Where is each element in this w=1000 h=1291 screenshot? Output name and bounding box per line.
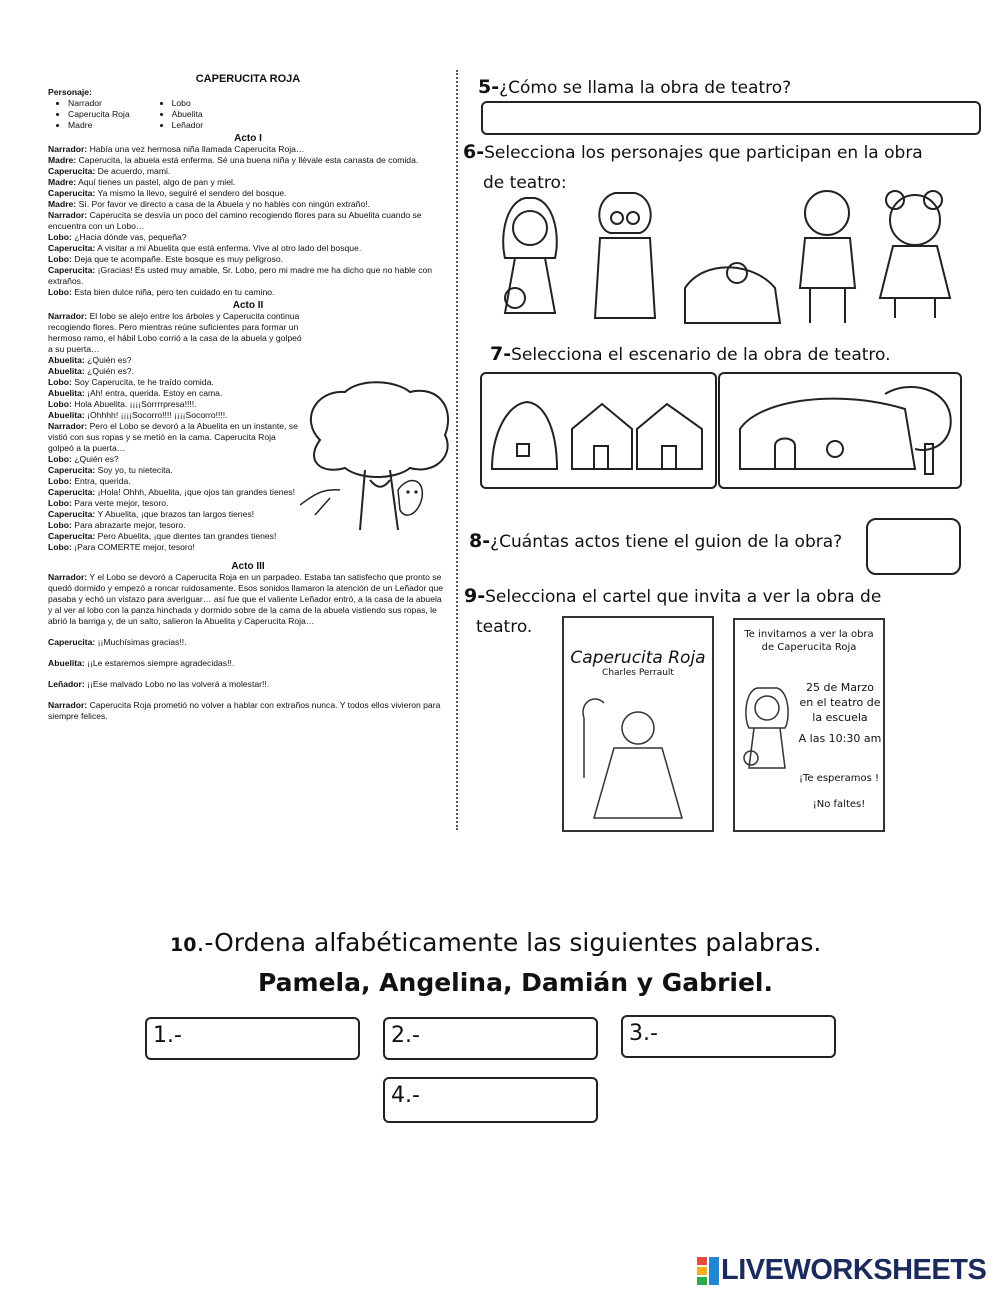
script-line xyxy=(48,454,303,465)
cast-item: • Lobo xyxy=(172,98,204,109)
dialogue-text: Para verte mejor, tesoro. xyxy=(74,498,169,508)
q10-answer-4[interactable]: 4.- xyxy=(383,1077,598,1123)
speaker-name: Lobo: xyxy=(48,377,72,387)
question-6-line2: de teatro: xyxy=(483,173,567,193)
invite-place-2: la escuela xyxy=(812,711,868,724)
dialogue-text: Entra, querida. xyxy=(74,476,131,486)
speaker-name: Lobo: xyxy=(48,542,72,552)
dialogue-text: ¡Ah! entra, querida. Estoy en cama. xyxy=(87,388,223,398)
book-author: Charles Perrault xyxy=(602,668,674,678)
script-line xyxy=(48,177,448,188)
invite-girl-illustration xyxy=(739,680,797,780)
dialogue-text: ¡¡Le estaremos siempre agradecidas!!. xyxy=(87,658,235,668)
speaker-name: Caperucita: xyxy=(48,487,96,497)
script-line xyxy=(48,572,448,627)
dialogue-text: ¿Quién es? xyxy=(74,454,119,464)
dialogue-text: ¿Quién es?. xyxy=(87,366,134,376)
speaker-name: Madre: xyxy=(48,177,77,187)
grandma-cottage-icon xyxy=(720,374,960,487)
question-8: 8-¿Cuántas actos tiene el guion de la obra? xyxy=(469,530,843,552)
q10-answer-2[interactable]: 2.- xyxy=(383,1017,598,1060)
script-line xyxy=(48,531,303,542)
dialogue-text: Había una vez hermosa niña llamada Caperucita Roja… xyxy=(89,144,305,154)
cast-heading: Personaje: xyxy=(48,87,92,97)
invite-wait: ¡Te esperamos ! xyxy=(798,773,880,784)
dialogue-text: Y el Lobo se devoró a Caperucita Roja en un parpadeo. Estaba tan satisfecho que pronto se quedó dormido y empezó a roncar ruidosamente. Esos sonidos llamaron la atención de un Leñador que pasaba y echó un vistazo para averiguar… así fue que el valiente Leñador entró, a la casa de la abuela y al ver al lobo con la panza hinchada y dormido sobre de la cama de la abuela vistiendo sus ropas, le abrió la barriga y, de un salto, salieron la Abuelita y Caperucita Roja… xyxy=(48,572,444,626)
dialogue-text: Pero Abuelita, ¡que dientes tan grandes tienes! xyxy=(97,531,277,541)
cast-item: • Leñador xyxy=(172,120,204,131)
script-line xyxy=(48,388,303,399)
script-line xyxy=(48,311,303,355)
grandma-figure xyxy=(595,193,655,318)
script-line xyxy=(48,287,448,298)
script-line xyxy=(48,498,303,509)
dialogue-text: ¡Ohhhh! ¡¡¡¡Socorro!!!! ¡¡¡¡Socorro!!!!. xyxy=(87,410,228,420)
script-line xyxy=(48,410,303,421)
dialogue-text: ¡Para COMERTE mejor, tesoro! xyxy=(74,542,195,552)
act-1-lines xyxy=(48,144,448,298)
script-line xyxy=(48,366,303,377)
script-line xyxy=(48,377,303,388)
question-5: 5-¿Cómo se llama la obra de teatro? xyxy=(478,76,792,98)
speaker-name: Caperucita: xyxy=(48,531,96,541)
invite-line-1: Te invitamos a ver la obra xyxy=(744,629,874,640)
liveworksheets-logo xyxy=(697,1254,986,1287)
script-line xyxy=(48,188,448,199)
invite-date: 25 de Marzo xyxy=(806,681,874,694)
script-line xyxy=(48,487,303,498)
three-little-pigs-houses-icon xyxy=(482,374,715,487)
script-line xyxy=(48,637,448,648)
script-line xyxy=(48,254,448,265)
speaker-name: Abuelita: xyxy=(48,366,85,376)
q10-words: Pamela, Angelina, Damián y Gabriel. xyxy=(258,968,773,997)
dialogue-text: Esta bien dulce niña, pero ten cuidado en tu camino. xyxy=(74,287,275,297)
cast-item: • Caperucita Roja xyxy=(68,109,130,120)
speaker-name: Abuelita: xyxy=(48,410,85,420)
q10-answer-1[interactable]: 1.- xyxy=(145,1017,360,1060)
speaker-name: Lobo: xyxy=(48,476,72,486)
q10-answer-3[interactable]: 3.- xyxy=(621,1015,836,1058)
characters-illustration[interactable] xyxy=(475,178,960,333)
script-line xyxy=(48,243,448,254)
speaker-name: Abuelita: xyxy=(48,388,85,398)
dialogue-text: Hola Abuelita. ¡¡¡¡Sorrrrpresa!!!!. xyxy=(74,399,197,409)
act-2-lines xyxy=(48,311,303,553)
poster-option-book[interactable] xyxy=(562,616,714,832)
dialogue-text: Soy yo, tu nietecita. xyxy=(97,465,173,475)
dialogue-text: Ya mismo la llevo, seguiré el sendero del bosque. xyxy=(97,188,287,198)
dialogue-text: ¡¡Ese malvado Lobo no las volverá a molestar!!. xyxy=(87,679,270,689)
speaker-name: Caperucita: xyxy=(48,243,96,253)
script-line xyxy=(48,421,303,454)
act-3-lines xyxy=(48,572,448,722)
invite-place-1: en el teatro de xyxy=(799,696,881,709)
script-line xyxy=(48,509,303,520)
act-1-title: Acto I xyxy=(234,133,262,144)
script-line xyxy=(48,476,303,487)
script-line xyxy=(48,520,303,531)
speaker-name: Narrador: xyxy=(48,311,88,321)
script-line xyxy=(48,700,448,722)
invite-time: A las 10:30 am xyxy=(798,732,882,745)
speaker-name: Caperucita: xyxy=(48,465,96,475)
script-line xyxy=(48,232,448,243)
dialogue-text: Sí. Por favor ve directo a casa de la Abuela y no hables con ningún extraño!. xyxy=(78,199,370,209)
act-3-title: Acto III xyxy=(231,561,265,572)
speaker-name: Lobo: xyxy=(48,287,72,297)
speaker-name: Narrador: xyxy=(48,144,88,154)
speaker-name: Caperucita: xyxy=(48,166,96,176)
speaker-name: Narrador: xyxy=(48,210,88,220)
speaker-name: Abuelita: xyxy=(48,658,85,668)
invite-line-2: de Caperucita Roja xyxy=(761,642,857,653)
script-line xyxy=(48,166,448,177)
dialogue-text: Caperucita, la abuela está enferma. Sé una buena niña y llévale esta canasta de comida. xyxy=(78,155,419,165)
dialogue-text: ¡Gracias! Es usted muy amable, Sr. Lobo, pero mi madre me ha dicho que no hable con extraños. xyxy=(48,265,433,286)
q5-answer-field[interactable] xyxy=(481,101,981,135)
dialogue-text: ¿Quién es? xyxy=(87,355,132,365)
dialogue-text: Y Abuelita, ¡que brazos tan largos tienes! xyxy=(97,509,255,519)
book-title: Caperucita Roja xyxy=(570,648,706,668)
liveworksheets-logo-icon xyxy=(697,1257,721,1285)
script-line xyxy=(48,265,448,287)
cast-item: • Narrador xyxy=(68,98,130,109)
speaker-name: Narrador: xyxy=(48,421,88,431)
speaker-name: Lobo: xyxy=(48,498,72,508)
red-riding-hood-figure xyxy=(503,198,557,313)
speaker-name: Madre: xyxy=(48,199,77,209)
tree-wolf-illustration xyxy=(300,380,455,530)
dialogue-text: Aquí tienes un pastel, algo de pan y miel. xyxy=(78,177,236,187)
book-cover-illustration xyxy=(564,678,712,828)
speaker-name: Lobo: xyxy=(48,520,72,530)
q8-answer-field[interactable] xyxy=(866,518,961,575)
script-line xyxy=(48,144,448,155)
act-2-title: Acto II xyxy=(232,300,264,311)
script-line xyxy=(48,355,303,366)
speaker-name: Lobo: xyxy=(48,399,72,409)
dialogue-text: Deja que te acompañe. Este bosque es muy peligroso. xyxy=(74,254,284,264)
speaker-name: Caperucita: xyxy=(48,188,96,198)
dialogue-text: Pero el Lobo se devoró a la Abuelita en un instante, se vistió con sus ropas y se metió en la cama. Caperucita Roja golpeó a la puerta… xyxy=(48,421,298,453)
script-title: CAPERUCITA ROJA xyxy=(195,73,301,85)
question-10: 10.-Ordena alfabéticamente las siguientes palabras. xyxy=(170,928,822,957)
script-line xyxy=(48,658,448,669)
dialogue-text: ¿Hacia dónde vas, pequeña? xyxy=(74,232,187,242)
cast-item: • Abuelita xyxy=(172,109,204,120)
scenery-option-cottage[interactable] xyxy=(718,372,962,489)
script-line xyxy=(48,542,303,553)
dialogue-text: ¡¡Muchísimas gracias!!. xyxy=(97,637,187,647)
logo-text: LIVEWORKSHEETS xyxy=(721,1254,987,1286)
script-line xyxy=(48,210,448,232)
question-7: 7-Selecciona el escenario de la obra de teatro. xyxy=(490,343,891,365)
script-line xyxy=(48,465,303,476)
column-divider xyxy=(456,70,458,830)
script-line xyxy=(48,679,448,690)
dialogue-text: Caperucita se desvía un poco del camino recogiendo flores para su Abuelita cuando se encuentra con un Lobo… xyxy=(48,210,422,231)
speaker-name: Abuelita: xyxy=(48,355,85,365)
dialogue-text: De acuerdo, mami. xyxy=(97,166,171,176)
cast-item: • Madre xyxy=(68,120,130,131)
speaker-name: Leñador: xyxy=(48,679,85,689)
dialogue-text: ¡Hola! Ohhh, Abuelita, ¡que ojos tan grandes tienes! xyxy=(97,487,295,497)
bed-figure xyxy=(685,263,780,323)
speaker-name: Madre: xyxy=(48,155,77,165)
question-9: 9-Selecciona el cartel que invita a ver la obra de xyxy=(464,585,882,607)
scenery-option-three-houses[interactable] xyxy=(480,372,717,489)
question-9-line2: teatro. xyxy=(476,617,533,637)
speaker-name: Lobo: xyxy=(48,454,72,464)
script-line xyxy=(48,399,303,410)
speaker-name: Lobo: xyxy=(48,232,72,242)
dialogue-text: Soy Caperucita, te he traído comida. xyxy=(74,377,214,387)
invite-miss: ¡No faltes! xyxy=(812,799,866,810)
poster-option-invitation[interactable] xyxy=(733,618,885,832)
dialogue-text: Para abrazarte mejor, tesoro. xyxy=(74,520,186,530)
speaker-name: Narrador: xyxy=(48,700,88,710)
speaker-name: Narrador: xyxy=(48,572,88,582)
dialogue-text: A visitar a mi Abuelita que está enferma. Vive al otro lado del bosque. xyxy=(97,243,362,253)
dialogue-text: El lobo se alejo entre los árboles y Caperucita continua recogiendo flores. Pero mientras reúne suficientes para formar un hermoso ramo, el hábil Lobo corrió a la casa de la abuela y golpeó a su puerta… xyxy=(48,311,302,354)
speaker-name: Caperucita: xyxy=(48,509,96,519)
question-6: 6-Selecciona los personajes que participan en la obra xyxy=(463,141,923,163)
script-line xyxy=(48,199,448,210)
dialogue-text: Caperucita Roja prometió no volver a hablar con extraños nunca. Y todos ellos vivieron para siempre felices. xyxy=(48,700,441,721)
speaker-name: Caperucita: xyxy=(48,265,96,275)
speaker-name: Lobo: xyxy=(48,254,72,264)
woodcutter-boy-figure xyxy=(800,191,855,323)
cast-list xyxy=(48,98,448,131)
script-line xyxy=(48,155,448,166)
speaker-name: Caperucita: xyxy=(48,637,96,647)
bear-figure xyxy=(880,191,950,318)
